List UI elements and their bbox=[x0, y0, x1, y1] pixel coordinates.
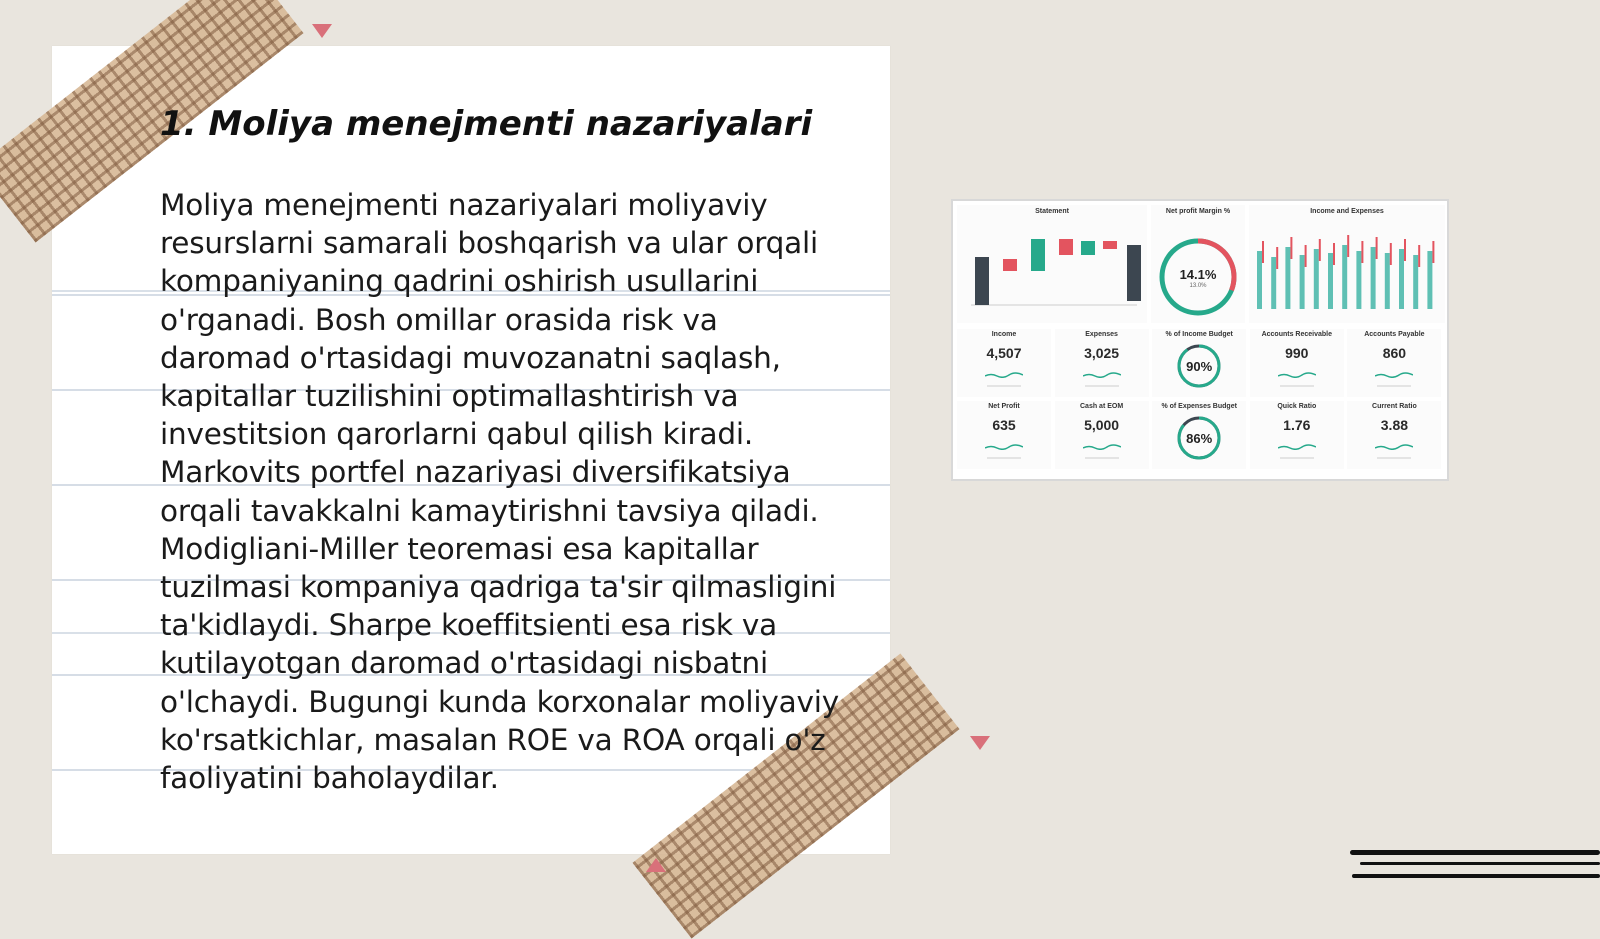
financial-dashboard-image bbox=[951, 199, 1449, 481]
kpi-tile bbox=[957, 329, 1051, 397]
expense-bar bbox=[1319, 239, 1321, 261]
kpi-value: 86% bbox=[1186, 431, 1213, 446]
kpi-sparkline bbox=[1278, 437, 1316, 443]
income-bar bbox=[1328, 253, 1333, 309]
income-bar bbox=[1257, 251, 1262, 309]
kpi-footnote-bar bbox=[987, 457, 1021, 459]
kpi-title: Net Profit bbox=[988, 403, 1020, 410]
income-bar bbox=[1399, 249, 1404, 309]
kpi-sparkline bbox=[1278, 365, 1316, 371]
expense-bar bbox=[1347, 235, 1349, 257]
kpi-title: Cash at EOM bbox=[1080, 403, 1124, 410]
net-profit-margin-sub: 13.0% bbox=[1189, 283, 1207, 289]
expense-bar bbox=[1390, 243, 1392, 265]
statement-waterfall-chart bbox=[957, 205, 1147, 323]
kpi-sparkline bbox=[985, 365, 1023, 371]
slide-body-text: Moliya menejmenti nazariyalari moliyaviy resurslarni samarali boshqarish va ular orqali kompaniyaning qadrini oshirish usullarini o'rganadi. Bosh omillar orasida risk va daromad o'rtasidagi muvozanatni saqlash, kapitallar tuzilishini optimallashtirish va investitsion qarorlarni qabul qilish kiradi. Markovits portfel nazariyasi diversifikatsiya orqali tavakkalni kamaytirishni tavsiya qiladi. Modigliani-Miller teoremasi esa kapitallar tuzilmasi kompaniya qadriga ta'sir qilmasligini ta'kidlaydi. Sharpe koeffitsienti esa risk va kutilayotgan daromad o'rtasidagi nisbatni o'lchaydi. Bugungi kunda korxonalar moliyaviy ko'rsatkichlar, masalan ROE va ROA orqali o'z faoliyatini baholaydilar. bbox=[160, 188, 839, 796]
income-bar bbox=[1300, 255, 1305, 309]
kpi-tile bbox=[1152, 329, 1246, 397]
kpi-title: % of Expenses Budget bbox=[1161, 403, 1237, 410]
income-bar bbox=[1285, 247, 1290, 309]
kpi-footnote-bar bbox=[1377, 457, 1411, 459]
net-profit-margin-panel bbox=[1151, 205, 1245, 323]
kpi-title: Quick Ratio bbox=[1277, 403, 1317, 410]
income-expenses-chart bbox=[1249, 205, 1445, 323]
income-bar bbox=[1413, 255, 1418, 309]
income-bar bbox=[1371, 247, 1376, 309]
expense-bar bbox=[1376, 237, 1378, 259]
income-bar bbox=[1356, 251, 1361, 309]
income-bar bbox=[1427, 251, 1432, 309]
kpi-sparkline bbox=[1083, 365, 1121, 371]
expense-bar bbox=[1361, 241, 1363, 263]
kpi-tile bbox=[1347, 401, 1441, 469]
decorative-brush-strokes bbox=[1350, 846, 1600, 900]
income-expenses-title: Income and Expenses bbox=[1310, 208, 1384, 215]
kpi-tile bbox=[1055, 329, 1149, 397]
expense-bar bbox=[1276, 247, 1278, 269]
kpi-sparkline bbox=[1375, 365, 1413, 371]
expense-bar bbox=[1418, 245, 1420, 267]
kpi-sparkline bbox=[1375, 437, 1413, 443]
kpi-footnote-bar bbox=[1377, 385, 1411, 387]
kpi-value: 1.76 bbox=[1283, 417, 1311, 433]
expense-bar bbox=[1333, 243, 1335, 265]
kpi-value: 3.88 bbox=[1380, 417, 1409, 433]
expense-bar bbox=[1404, 239, 1406, 261]
statement-panel bbox=[957, 205, 1147, 323]
income-bar bbox=[1385, 253, 1390, 309]
kpi-title: Current Ratio bbox=[1372, 403, 1417, 410]
income-bar bbox=[1314, 249, 1319, 309]
kpi-footnote-bar bbox=[1280, 457, 1314, 459]
kpi-tile bbox=[1250, 401, 1344, 469]
statement-title: Statement bbox=[1035, 208, 1069, 215]
expense-bar bbox=[1432, 241, 1434, 263]
expense-bar bbox=[1262, 241, 1264, 263]
kpi-tile bbox=[1347, 329, 1441, 397]
kpi-title: Income bbox=[991, 331, 1017, 338]
kpi-tile bbox=[1250, 329, 1344, 397]
income-bar bbox=[1342, 245, 1347, 309]
kpi-value: 3,025 bbox=[1084, 345, 1120, 361]
pin-icon bbox=[646, 858, 666, 872]
kpi-sparkline bbox=[1083, 437, 1121, 443]
kpi-tile bbox=[1152, 401, 1246, 469]
kpi-footnote-bar bbox=[1085, 457, 1119, 459]
kpi-footnote-bar bbox=[1280, 385, 1314, 387]
net-profit-margin-value: 14.1% bbox=[1179, 267, 1217, 282]
kpi-title: Accounts Receivable bbox=[1261, 331, 1332, 338]
expense-bar bbox=[1305, 245, 1307, 267]
net-profit-margin-ring bbox=[1151, 205, 1245, 323]
kpi-value: 4,507 bbox=[986, 345, 1022, 361]
kpi-title: Expenses bbox=[1085, 331, 1118, 338]
net-profit-margin-title: Net profit Margin % bbox=[1165, 208, 1231, 215]
kpi-value: 860 bbox=[1382, 345, 1407, 361]
kpi-value: 635 bbox=[992, 417, 1016, 433]
income-expenses-panel bbox=[1249, 205, 1445, 323]
kpi-value: 5,000 bbox=[1084, 417, 1120, 433]
kpi-title: % of Income Budget bbox=[1165, 331, 1233, 338]
kpi-title: Accounts Payable bbox=[1364, 331, 1425, 338]
pin-icon bbox=[970, 736, 990, 750]
slide-title: 1. Moliya menejmenti nazariyalari bbox=[160, 104, 813, 144]
kpi-sparkline bbox=[985, 437, 1023, 443]
kpi-tile bbox=[1055, 401, 1149, 469]
kpi-footnote-bar bbox=[1085, 385, 1119, 387]
kpi-value: 990 bbox=[1285, 345, 1309, 361]
pin-icon bbox=[312, 24, 332, 38]
kpi-value: 90% bbox=[1186, 359, 1213, 374]
expense-bar bbox=[1290, 237, 1292, 259]
kpi-tile bbox=[957, 401, 1051, 469]
income-bar bbox=[1271, 257, 1276, 309]
kpi-footnote-bar bbox=[987, 385, 1021, 387]
